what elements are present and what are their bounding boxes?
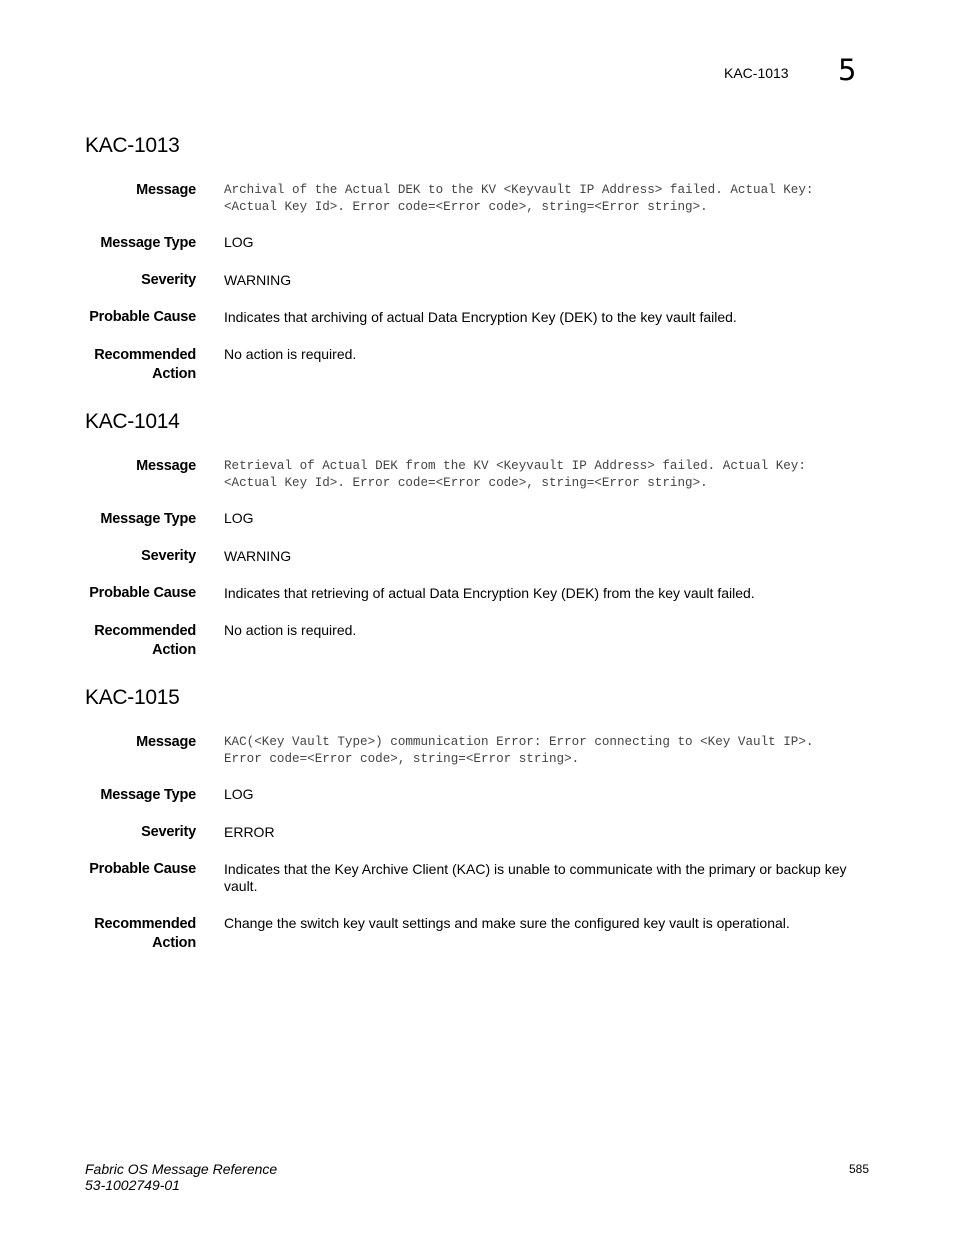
recommended-action-label: [56, 346, 196, 384]
recommended-action-value: No action is required.: [224, 622, 357, 638]
recommended-action-label: [56, 622, 196, 660]
message-type-label: Message Type: [100, 787, 196, 803]
entry-title: KAC-1014: [85, 410, 180, 433]
message-line: <Actual Key Id>. Error code=<Error code>, string=<Error string>.: [224, 200, 708, 214]
entry-title: KAC-1015: [85, 686, 180, 709]
message-type-value: LOG: [224, 786, 254, 802]
message-line: KAC(<Key Vault Type>) communication Error: Error connecting to <Key Vault IP>.: [224, 735, 814, 749]
footer-doc-number: 53-1002749-01: [85, 1177, 180, 1193]
severity-label: Severity: [141, 548, 196, 564]
probable-cause-label: Probable Cause: [89, 585, 196, 601]
running-header-title: KAC-1013: [724, 65, 789, 81]
label-line: Recommended: [94, 916, 196, 932]
entry-title: KAC-1013: [85, 134, 180, 157]
probable-cause-label: Probable Cause: [89, 309, 196, 325]
message-label: Message: [136, 182, 196, 198]
severity-label: Severity: [141, 824, 196, 840]
recommended-action-value: Change the switch key vault settings and make sure the configured key vault is operational.: [224, 915, 790, 931]
message-line: <Actual Key Id>. Error code=<Error code>, string=<Error string>.: [224, 476, 708, 490]
message-type-label: Message Type: [100, 511, 196, 527]
severity-value: ERROR: [224, 824, 275, 840]
message-line: Error code=<Error code>, string=<Error string>.: [224, 752, 580, 766]
label-line: Action: [152, 642, 196, 658]
probable-cause-value: Indicates that archiving of actual Data Encryption Key (DEK) to the key vault failed.: [224, 309, 737, 325]
message-text: [224, 458, 854, 492]
message-line: Retrieval of Actual DEK from the KV <Keyvault IP Address> failed. Actual Key:: [224, 459, 806, 473]
severity-label: Severity: [141, 272, 196, 288]
message-label: Message: [136, 458, 196, 474]
probable-cause-value: Indicates that the Key Archive Client (KAC) is unable to communicate with the primary or backup key vault.: [224, 861, 847, 894]
probable-cause-value: Indicates that retrieving of actual Data Encryption Key (DEK) from the key vault failed.: [224, 585, 755, 601]
page-number: 585: [849, 1162, 870, 1176]
severity-value: WARNING: [224, 272, 292, 288]
recommended-action-value: No action is required.: [224, 346, 357, 362]
label-line: Recommended: [94, 347, 196, 363]
message-text: [224, 182, 854, 216]
recommended-action-label: [56, 915, 196, 953]
message-type-label: Message Type: [100, 235, 196, 251]
chapter-number: 5: [838, 53, 857, 87]
message-text: [224, 734, 854, 768]
label-line: Recommended: [94, 623, 196, 639]
footer-book-title: Fabric OS Message Reference: [85, 1161, 278, 1177]
message-type-value: LOG: [224, 234, 254, 250]
message-label: Message: [136, 734, 196, 750]
message-type-value: LOG: [224, 510, 254, 526]
message-line: Archival of the Actual DEK to the KV <Keyvault IP Address> failed. Actual Key:: [224, 183, 814, 197]
severity-value: WARNING: [224, 548, 292, 564]
label-line: Action: [152, 366, 196, 382]
label-line: Action: [152, 935, 196, 951]
footer-book-info: [85, 1161, 277, 1193]
probable-cause-label: Probable Cause: [89, 861, 196, 877]
